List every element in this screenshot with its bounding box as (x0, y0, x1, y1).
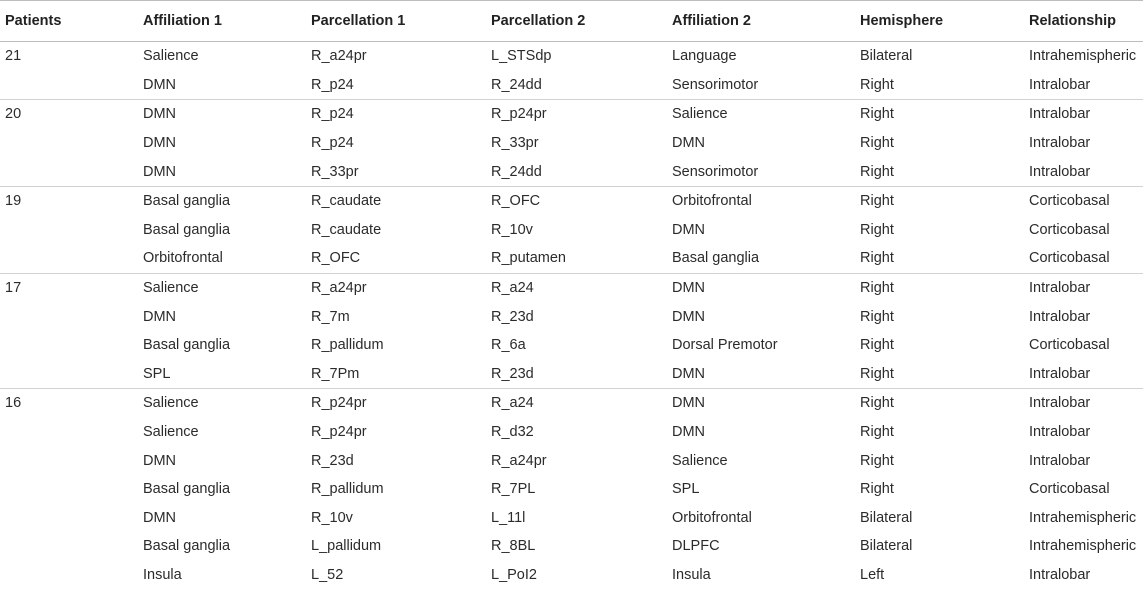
cell-hemisphere: Right (855, 273, 1024, 302)
table-row (0, 532, 1143, 561)
cell-parcellation-2: R_OFC (486, 186, 667, 215)
cell-parcellation-2: R_7PL (491, 481, 536, 498)
cell-parcellation-1: R_p24 (311, 135, 354, 152)
header-relationship: Relationship (1024, 1, 1143, 42)
cell-parcellation-2: L_11l (491, 509, 526, 526)
cell-hemisphere: Right (860, 308, 894, 325)
cell-patient (0, 244, 138, 273)
cell-hemisphere: Right (860, 221, 894, 238)
cell-relationship: Intralobar (1029, 135, 1091, 152)
cell-parcellation-2: R_23d (491, 365, 534, 382)
cell-hemisphere: Right (860, 135, 894, 152)
cell-patient: 21 (5, 48, 22, 65)
cell-parcellation-2: R_a24 (486, 389, 667, 418)
cell-hemisphere: Right (860, 481, 894, 498)
cell-relationship: Corticobasal (1029, 481, 1110, 498)
cell-hemisphere: Right (860, 163, 894, 180)
cell-affiliation-2: Insula (672, 566, 711, 583)
table-row (0, 42, 1143, 71)
cell-hemisphere: Right (860, 337, 894, 354)
cell-parcellation-1: R_pallidum (311, 481, 384, 498)
cell-patient (0, 360, 138, 389)
cell-relationship: Intralobar (1029, 365, 1091, 382)
table-row (0, 129, 1143, 158)
cell-affiliation-1: DMN (143, 509, 177, 526)
cell-affiliation-1: Orbitofrontal (143, 250, 223, 267)
cell-relationship: Intralobar (1029, 163, 1091, 180)
header-affiliation-2: Affiliation 2 (667, 1, 855, 42)
table-row (0, 273, 1143, 302)
cell-patient (0, 216, 138, 245)
cell-patient (0, 157, 138, 186)
cell-affiliation-1: Basal ganglia (143, 481, 231, 498)
cell-patient (0, 532, 138, 561)
cell-affiliation-1: DMN (143, 452, 177, 469)
cell-patient (0, 129, 138, 158)
header-row (0, 1, 1143, 42)
cell-relationship: Intrahemispheric (1029, 509, 1137, 526)
cell-relationship: Intralobar (1029, 308, 1091, 325)
cell-patient (0, 561, 138, 590)
cell-relationship: Intralobar (1024, 273, 1143, 302)
table-row (0, 446, 1143, 475)
cell-patient (0, 71, 138, 100)
cell-patient (0, 418, 138, 447)
cell-parcellation-1: R_caudate (311, 221, 382, 238)
cell-patient: 16 (0, 389, 138, 418)
cell-affiliation-2: Orbitofrontal (667, 186, 855, 215)
cell-parcellation-2: R_33pr (491, 135, 539, 152)
cell-parcellation-1: R_caudate (306, 186, 486, 215)
cell-parcellation-1: R_p24 (306, 100, 486, 129)
cell-affiliation-1: SPL (143, 365, 171, 382)
cell-relationship: Intralobar (1029, 566, 1091, 583)
cell-affiliation-2: SPL (672, 481, 700, 498)
cell-parcellation-2: R_a24pr (491, 452, 547, 469)
cell-parcellation-2: R_10v (491, 221, 533, 238)
cell-relationship: Intralobar (1029, 76, 1091, 93)
cell-parcellation-2: R_23d (491, 308, 534, 325)
cell-hemisphere: Right (855, 186, 1024, 215)
cell-patient (0, 475, 138, 504)
cell-hemisphere: Bilateral (860, 48, 913, 65)
cell-parcellation-2: R_p24pr (486, 100, 667, 129)
cell-patient (0, 331, 138, 360)
cell-affiliation-1: Basal ganglia (143, 221, 231, 238)
cell-parcellation-1: R_p24pr (306, 389, 486, 418)
cell-parcellation-1: R_23d (311, 452, 354, 469)
header-hemisphere: Hemisphere (855, 1, 1024, 42)
table-row (0, 331, 1143, 360)
cell-affiliation-2: DMN (667, 273, 855, 302)
cell-relationship: Intralobar (1024, 100, 1143, 129)
cell-hemisphere: Right (860, 452, 894, 469)
cell-parcellation-2: R_24dd (491, 76, 542, 93)
cell-parcellation-1: R_OFC (311, 250, 361, 267)
cell-affiliation-1: DMN (143, 76, 177, 93)
table-row (0, 244, 1143, 273)
cell-affiliation-2: Dorsal Premotor (672, 337, 778, 354)
cell-relationship: Intralobar (1029, 452, 1091, 469)
cell-parcellation-2: R_putamen (491, 250, 566, 267)
cell-patient: 20 (0, 100, 138, 129)
cell-hemisphere: Right (860, 424, 894, 441)
cell-affiliation-1: Basal ganglia (143, 337, 231, 354)
cell-affiliation-2: DMN (672, 135, 706, 152)
cell-affiliation-1: Salience (143, 424, 199, 441)
cell-parcellation-2: L_PoI2 (491, 566, 537, 583)
cell-affiliation-2: DMN (672, 221, 706, 238)
cell-hemisphere: Bilateral (860, 538, 913, 555)
cell-affiliation-2: Basal ganglia (672, 250, 760, 267)
table-row (0, 418, 1143, 447)
cell-affiliation-2: DMN (667, 389, 855, 418)
table-header (0, 1, 1143, 42)
cell-parcellation-1: R_p24 (311, 76, 354, 93)
cell-patient (0, 504, 138, 533)
table-row (0, 71, 1143, 100)
cell-parcellation-1: R_pallidum (311, 337, 384, 354)
cell-parcellation-1: R_p24pr (311, 424, 367, 441)
cell-patient: 19 (0, 186, 138, 215)
cell-parcellation-1: R_a24pr (306, 273, 486, 302)
cell-parcellation-1: L_pallidum (311, 538, 382, 555)
cell-patient (0, 302, 138, 331)
table-row (0, 302, 1143, 331)
cell-parcellation-1: R_7Pm (311, 365, 360, 382)
cell-relationship: Intrahemispheric (1029, 48, 1137, 65)
cell-relationship: Intrahemispheric (1029, 538, 1137, 555)
table-row (0, 216, 1143, 245)
cell-relationship: Intralobar (1024, 389, 1143, 418)
table-row (0, 504, 1143, 533)
cell-patient (0, 446, 138, 475)
cell-affiliation-1: Insula (143, 566, 182, 583)
cell-hemisphere: Right (860, 76, 894, 93)
cell-affiliation-1: DMN (143, 135, 177, 152)
table-row (0, 100, 1143, 129)
cell-hemisphere: Right (860, 250, 894, 267)
cell-affiliation-1: Salience (138, 389, 306, 418)
header-parcellation-1: Parcellation 1 (306, 1, 486, 42)
cell-patient: 17 (0, 273, 138, 302)
cell-parcellation-2: R_a24 (486, 273, 667, 302)
cell-relationship: Corticobasal (1029, 250, 1110, 267)
cell-affiliation-2: DMN (672, 308, 706, 325)
cell-parcellation-2: R_8BL (491, 538, 536, 555)
cell-affiliation-2: Language (672, 48, 737, 65)
cell-affiliation-1: Salience (138, 273, 306, 302)
cell-relationship: Corticobasal (1029, 337, 1110, 354)
cell-parcellation-1: R_7m (311, 308, 350, 325)
cell-affiliation-2: DMN (672, 424, 706, 441)
cell-hemisphere: Bilateral (860, 509, 913, 526)
cell-hemisphere: Right (855, 389, 1024, 418)
cell-parcellation-2: R_d32 (491, 424, 534, 441)
cell-affiliation-2: Sensorimotor (672, 76, 759, 93)
cell-affiliation-1: DMN (138, 100, 306, 129)
header-parcellation-2: Parcellation 2 (486, 1, 667, 42)
cell-parcellation-2: R_6a (491, 337, 526, 354)
cell-parcellation-1: R_10v (311, 509, 353, 526)
cell-parcellation-2: L_STSdp (491, 48, 552, 65)
table-row (0, 360, 1143, 389)
cell-hemisphere: Right (855, 100, 1024, 129)
cell-affiliation-1: DMN (143, 163, 177, 180)
cell-affiliation-2: Orbitofrontal (672, 509, 752, 526)
cell-parcellation-2: R_24dd (491, 163, 542, 180)
cell-parcellation-1: L_52 (311, 566, 344, 583)
cell-affiliation-1: DMN (143, 308, 177, 325)
table-row (0, 475, 1143, 504)
cell-hemisphere: Left (860, 566, 885, 583)
table-row (0, 389, 1143, 418)
cell-affiliation-1: Basal ganglia (138, 186, 306, 215)
cell-parcellation-1: R_33pr (311, 163, 359, 180)
header-patients: Patients (0, 1, 138, 42)
cell-hemisphere: Right (860, 365, 894, 382)
cell-parcellation-1: R_a24pr (311, 48, 367, 65)
header-affiliation-1: Affiliation 1 (138, 1, 306, 42)
table-row (0, 186, 1143, 215)
cell-affiliation-2: DLPFC (672, 538, 720, 555)
cell-affiliation-1: Basal ganglia (143, 538, 231, 555)
table-row (0, 157, 1143, 186)
cell-affiliation-2: DMN (672, 365, 706, 382)
cell-affiliation-1: Salience (143, 48, 199, 65)
cell-relationship: Intralobar (1029, 424, 1091, 441)
table-row (0, 561, 1143, 590)
table-body (0, 42, 1143, 590)
cell-relationship: Corticobasal (1024, 186, 1143, 215)
cell-affiliation-2: Sensorimotor (672, 163, 759, 180)
cell-affiliation-2: Salience (672, 452, 728, 469)
cell-affiliation-2: Salience (667, 100, 855, 129)
cell-relationship: Corticobasal (1029, 221, 1110, 238)
